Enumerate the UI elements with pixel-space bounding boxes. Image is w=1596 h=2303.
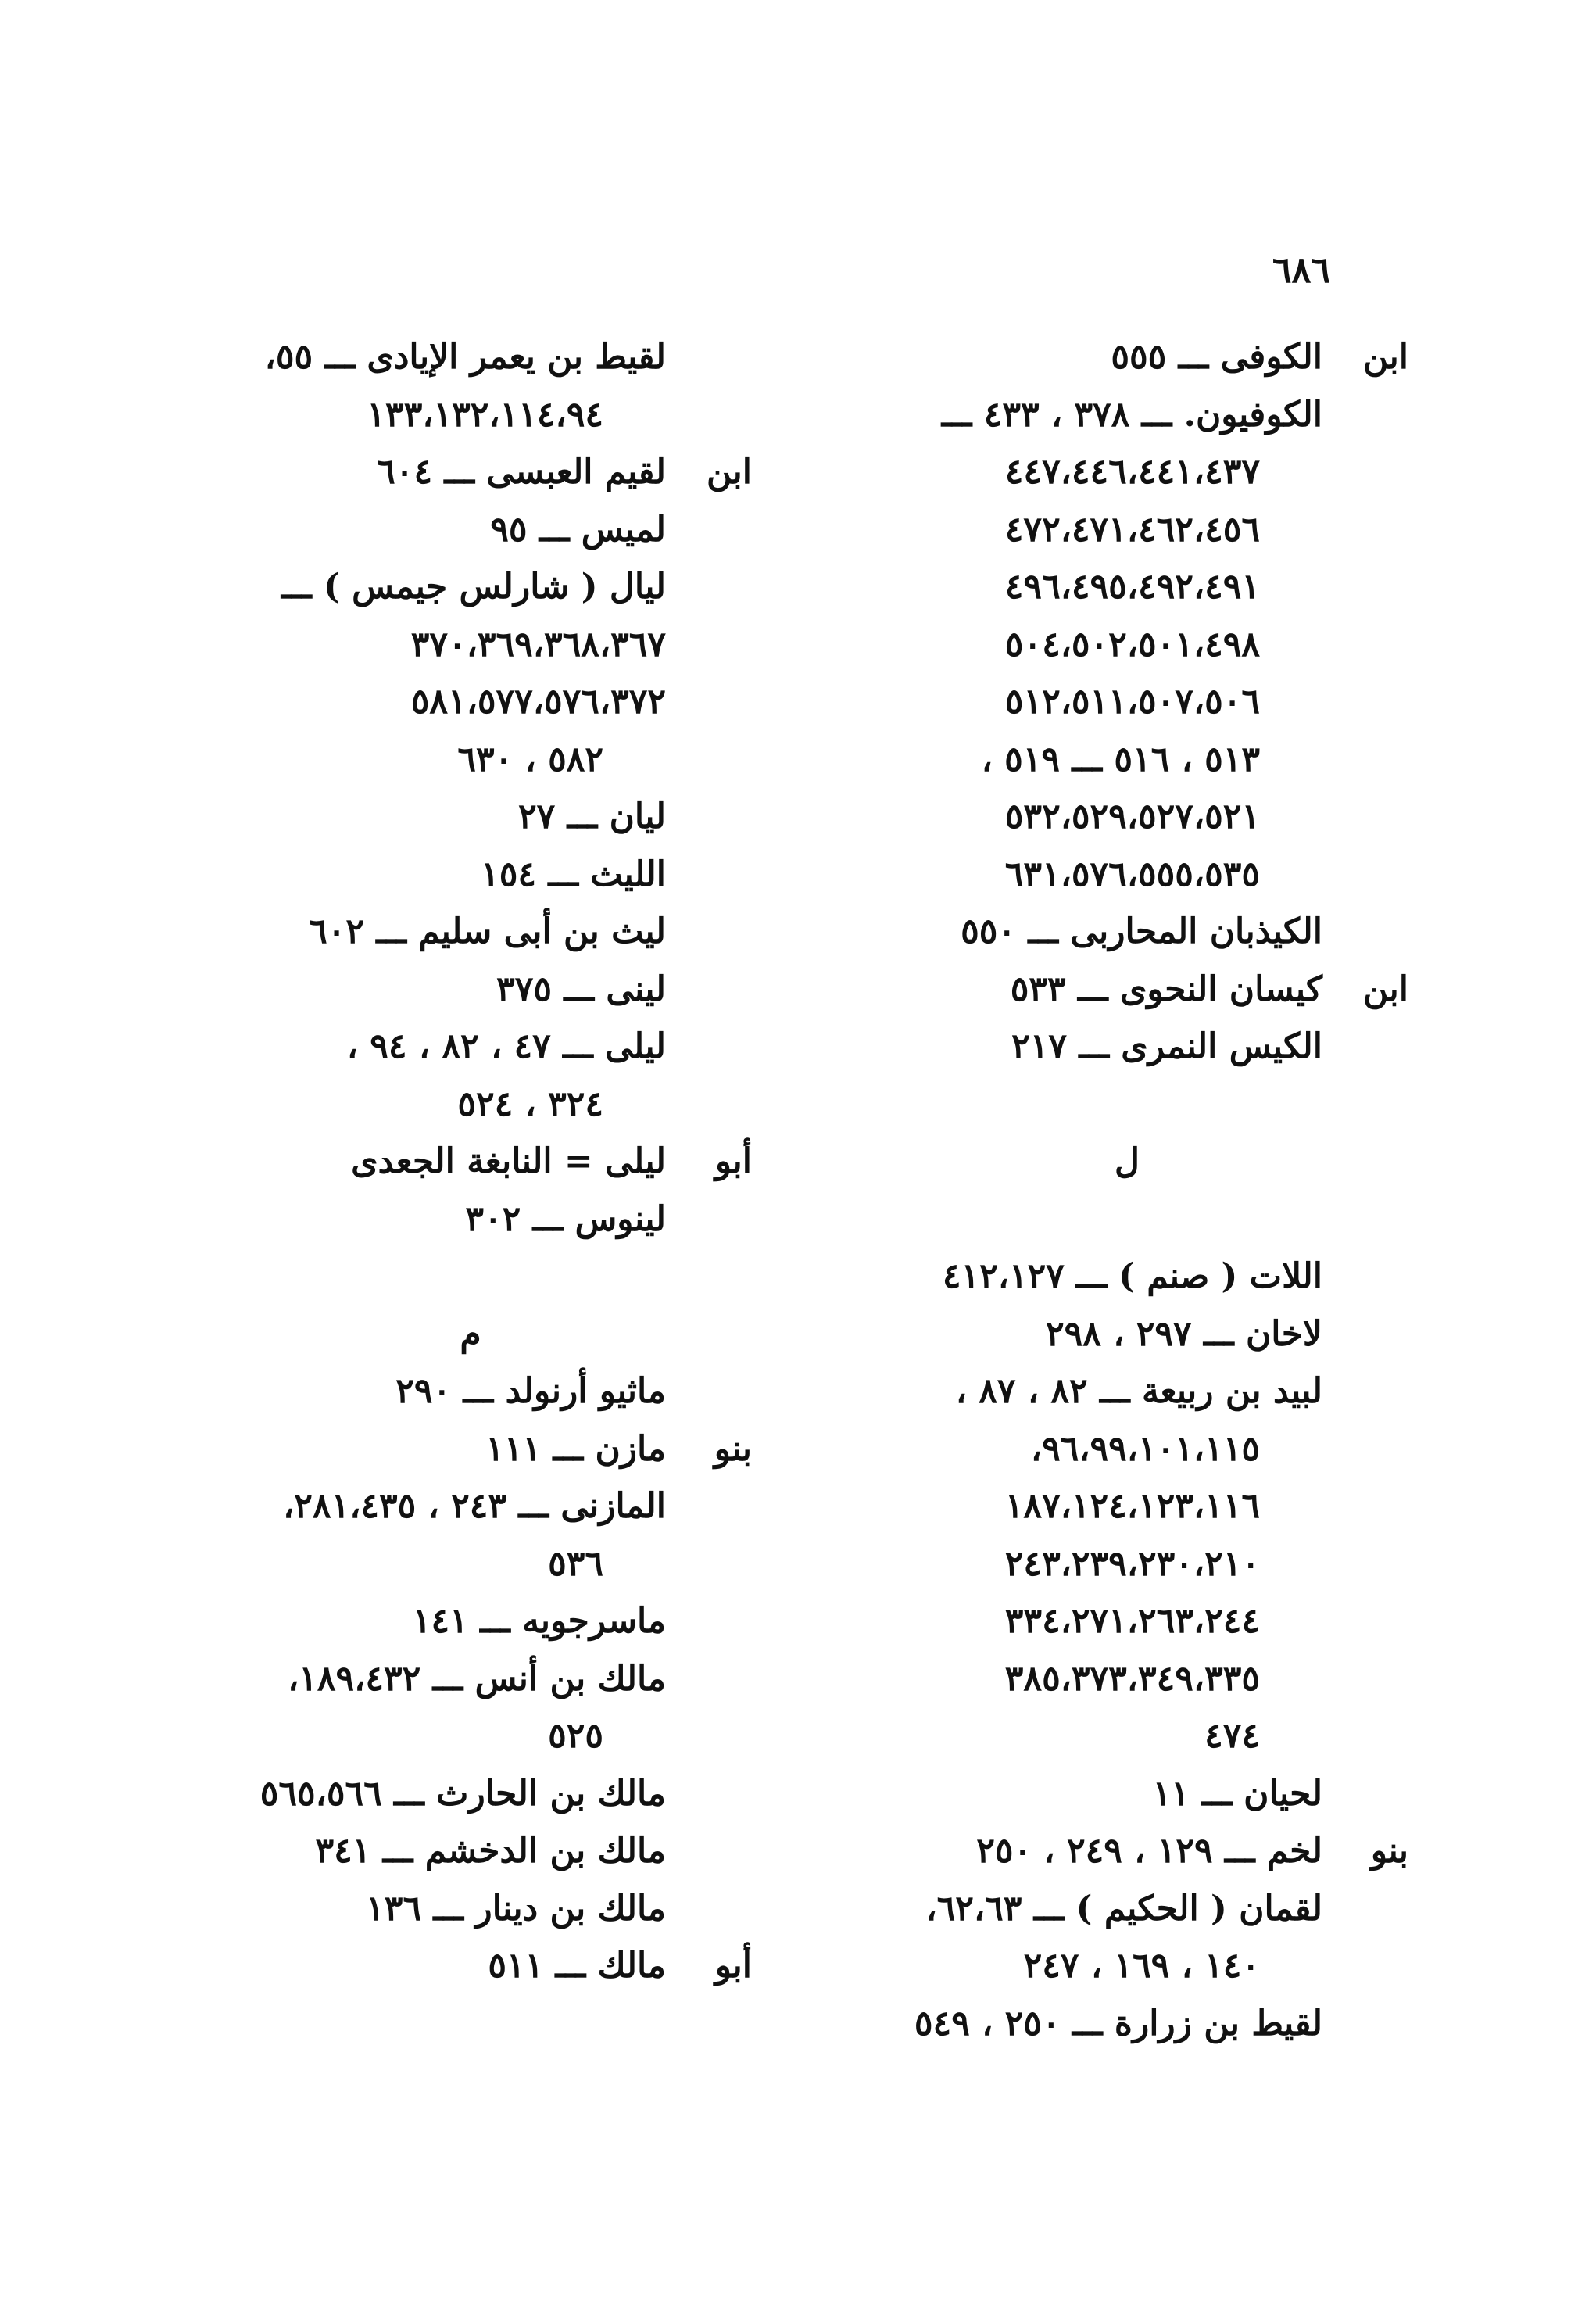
index-entry-line — [189, 673, 752, 731]
entry-text: لاخان ـــ ٢٩٧ ، ٢٩٨ — [1046, 1313, 1322, 1354]
entry-text: ليان ـــ ٢٧ — [518, 797, 666, 836]
entry-text: ٥١٢،٥١١،٥٠٧،٥٠٦ — [1004, 682, 1260, 722]
entry-prefix: ابن — [1363, 969, 1408, 1009]
index-entry-line — [189, 1822, 752, 1880]
index-entry-line — [846, 1306, 1408, 1363]
index-entry-line — [846, 501, 1408, 559]
index-entry-line — [189, 1420, 752, 1478]
index-entry-line — [846, 1191, 1408, 1248]
entry-text: المازنى ـــ ٢٤٣ ، ٢٨١،٤٣٥، — [283, 1486, 666, 1526]
entry-text: ٣٨٥،٣٧٣،٣٤٩،٣٣٥ — [1004, 1658, 1260, 1699]
index-entry-line — [189, 961, 752, 1019]
entry-text: لينى ـــ ٣٧٥ — [496, 969, 666, 1009]
index-entry-line — [846, 1880, 1408, 1938]
entry-text: ٥١٣ ، ٥١٦ ـــ ٥١٩ ، — [981, 739, 1260, 779]
entry-text: ٥٣٢،٥٢٩،٥٢٧،٥٢١ — [1004, 797, 1260, 836]
index-entry-line — [189, 1535, 752, 1593]
index-entry-line — [189, 1363, 752, 1420]
entry-text: ليلى = النابغة الجعدى — [351, 1141, 666, 1181]
entry-text: ماسرجويه ـــ ١٤١ — [412, 1601, 666, 1641]
entry-prefix: ابن — [1363, 337, 1408, 377]
index-entry-line — [846, 1535, 1408, 1593]
entry-text: ٩٦،٩٩،١٠١،١١٥، — [1030, 1428, 1260, 1469]
entry-text: ٥٣٦ — [548, 1543, 603, 1584]
index-entry-line — [846, 731, 1408, 789]
entry-text: ليال ( شارلس جيمس ) ـــ — [281, 567, 666, 607]
index-entry-line — [189, 1477, 752, 1535]
entry-text: ٣٢٤ ، ٥٢٤ — [457, 1083, 603, 1124]
index-entry-line — [846, 558, 1408, 616]
entry-text: لحيان ـــ ١١ — [1152, 1773, 1322, 1814]
entry-text: ٥٢٥ — [548, 1716, 603, 1756]
entry-text: ٣٧٠،٣٦٩،٣٦٨،٣٦٧ — [410, 624, 666, 664]
index-entry-line — [846, 673, 1408, 731]
entry-text: مازن ـــ ١١١ — [485, 1428, 666, 1469]
index-entry-line — [189, 1650, 752, 1708]
index-entry-line — [189, 501, 752, 559]
entry-text: ليث بن أبى سليم ـــ ٦٠٢ — [309, 912, 666, 951]
entry-text: ٥٨٢ ، ٦٣٠ — [457, 739, 603, 779]
entry-text: مالك بن أنس ـــ ١٨٩،٤٣٢، — [288, 1658, 666, 1699]
entry-text: ٤٤٧،٤٤٦،٤٤١،٤٣٧ — [1004, 452, 1260, 492]
index-entry-line — [189, 1592, 752, 1650]
entry-text: ٤٧٢،٤٧١،٤٦٢،٤٥٦ — [1004, 509, 1260, 550]
index-entry-line — [846, 1477, 1408, 1535]
index-entry-line — [846, 846, 1408, 904]
entry-text: كيسان النحوى ـــ ٥٣٣ — [1010, 969, 1322, 1009]
entry-text: لقمان ( الحكيم ) ـــ ٦٢،٦٣، — [925, 1888, 1322, 1929]
entry-prefix: بنو — [714, 1428, 752, 1469]
section-letter — [189, 1306, 752, 1363]
section-letter-text: ل — [1115, 1141, 1140, 1181]
entry-text: لخم ـــ ١٢٩ ، ٢٤٩ ، ٢٥٠ — [976, 1831, 1322, 1871]
entry-text: ١٤٠ ، ١٦٩ ، ٢٤٧ — [1023, 1946, 1260, 1986]
entry-text: اللات ( صنم ) ـــ ٤١٢،١٢٧ — [942, 1256, 1322, 1296]
index-entry-line — [189, 1133, 752, 1191]
index-entry-line — [846, 961, 1408, 1019]
index-entry-line — [189, 1707, 752, 1765]
entry-text: الليث ـــ ١٥٤ — [481, 854, 666, 894]
index-entry-line — [846, 1765, 1408, 1823]
entry-text: لقيط بن يعمر الإيادى ـــ ٥٥، — [264, 337, 666, 377]
index-entry-line — [846, 1363, 1408, 1420]
section-letter — [846, 1133, 1408, 1191]
entry-text: ٥٨١،٥٧٧،٥٧٦،٣٧٢ — [410, 682, 666, 722]
index-entry-line — [846, 386, 1408, 444]
index-column-right — [846, 328, 1408, 2052]
entry-text: الكوفى ـــ ٥٥٥ — [1111, 337, 1322, 377]
index-entry-line — [846, 1650, 1408, 1708]
index-entry-line — [189, 386, 752, 444]
index-entry-line — [846, 1076, 1408, 1134]
index-entry-line — [846, 328, 1408, 386]
index-entry-line — [189, 443, 752, 501]
index-entry-line — [189, 558, 752, 616]
entry-text: الكوفيون. ـــ ٣٧٨ ، ٤٣٣ ـــ — [941, 394, 1322, 435]
entry-text: ماثيو أرنولد ـــ ٢٩٠ — [395, 1371, 666, 1411]
index-column-left — [189, 328, 752, 1995]
index-entry-line — [189, 846, 752, 904]
entry-prefix: أبو — [714, 1946, 752, 1986]
entry-text: الكيس النمرى ـــ ٢١٧ — [1011, 1026, 1322, 1066]
entry-text: ٤٧٤ — [1204, 1716, 1260, 1756]
index-entry-line — [189, 1191, 752, 1248]
entry-text: مالك ـــ ٥١١ — [488, 1946, 666, 1986]
index-entry-line — [189, 788, 752, 846]
entry-text: لينوس ـــ ٣٠٢ — [465, 1198, 666, 1239]
entry-text: لبيد بن ربيعة ـــ ٨٢ ، ٨٧ ، — [955, 1371, 1322, 1411]
section-letter-text: م — [460, 1313, 481, 1354]
entry-text: مالك بن الدخشم ـــ ٣٤١ — [315, 1831, 666, 1871]
index-entry-line — [189, 731, 752, 789]
index-entry-line — [189, 1937, 752, 1995]
index-entry-line — [189, 903, 752, 961]
index-entry-line — [189, 1076, 752, 1134]
index-entry-line — [846, 443, 1408, 501]
entry-text: ١٣٣،١٣٢،١١٤،٩٤ — [367, 394, 603, 435]
entry-text: لقيط بن زرارة ـــ ٢٥٠ ، ٥٤٩ — [914, 2003, 1322, 2043]
entry-prefix: بنو — [1370, 1831, 1408, 1871]
index-entry-line — [846, 1248, 1408, 1306]
entry-text: مالك بن دينار ـــ ١٣٦ — [366, 1888, 666, 1929]
entry-text: ٥٠٤،٥٠٢،٥٠١،٤٩٨ — [1004, 624, 1260, 664]
index-entry-line — [189, 1880, 752, 1938]
index-entry-line — [189, 1765, 752, 1823]
index-entry-line — [846, 1822, 1408, 1880]
index-entry-line — [846, 616, 1408, 674]
entry-text: ٣٣٤،٢٧١،٢٦٣،٢٤٤ — [1004, 1601, 1260, 1641]
entry-text: ١٨٧،١٢٤،١٢٣،١١٦ — [1004, 1486, 1260, 1526]
entry-text: ٤٩٦،٤٩٥،٤٩٢،٤٩١ — [1004, 567, 1260, 607]
entry-prefix: ابن — [707, 452, 752, 492]
index-entry-line — [846, 1592, 1408, 1650]
index-entry-line — [846, 903, 1408, 961]
index-entry-line — [846, 1995, 1408, 2053]
index-entry-line — [189, 1248, 752, 1306]
index-entry-line — [189, 1018, 752, 1076]
index-entry-line — [846, 788, 1408, 846]
index-entry-line — [189, 328, 752, 386]
entry-text: ٢٤٣،٢٣٩،٢٣٠،٢١٠ — [1004, 1543, 1260, 1584]
index-entry-line — [846, 1937, 1408, 1995]
entry-text: مالك بن الحارث ـــ ٥٦٥،٥٦٦ — [259, 1773, 666, 1814]
entry-text: الكيذبان المحاربى ـــ ٥٥٠ — [961, 912, 1322, 951]
entry-text: ليلى ـــ ٤٧ ، ٨٢ ، ٩٤ ، — [346, 1026, 666, 1066]
index-entry-line — [846, 1707, 1408, 1765]
entry-text: لقيم العبسى ـــ ٦٠٤ — [377, 452, 666, 492]
index-entry-line — [189, 616, 752, 674]
page-number: ٦٨٦ — [1272, 249, 1330, 291]
entry-prefix: أبو — [714, 1141, 752, 1181]
entry-text: ٦٣١،٥٧٦،٥٥٥،٥٣٥ — [1004, 854, 1260, 894]
entry-text: لميس ـــ ٩٥ — [490, 509, 666, 550]
index-entry-line — [846, 1420, 1408, 1478]
index-entry-line — [846, 1018, 1408, 1076]
